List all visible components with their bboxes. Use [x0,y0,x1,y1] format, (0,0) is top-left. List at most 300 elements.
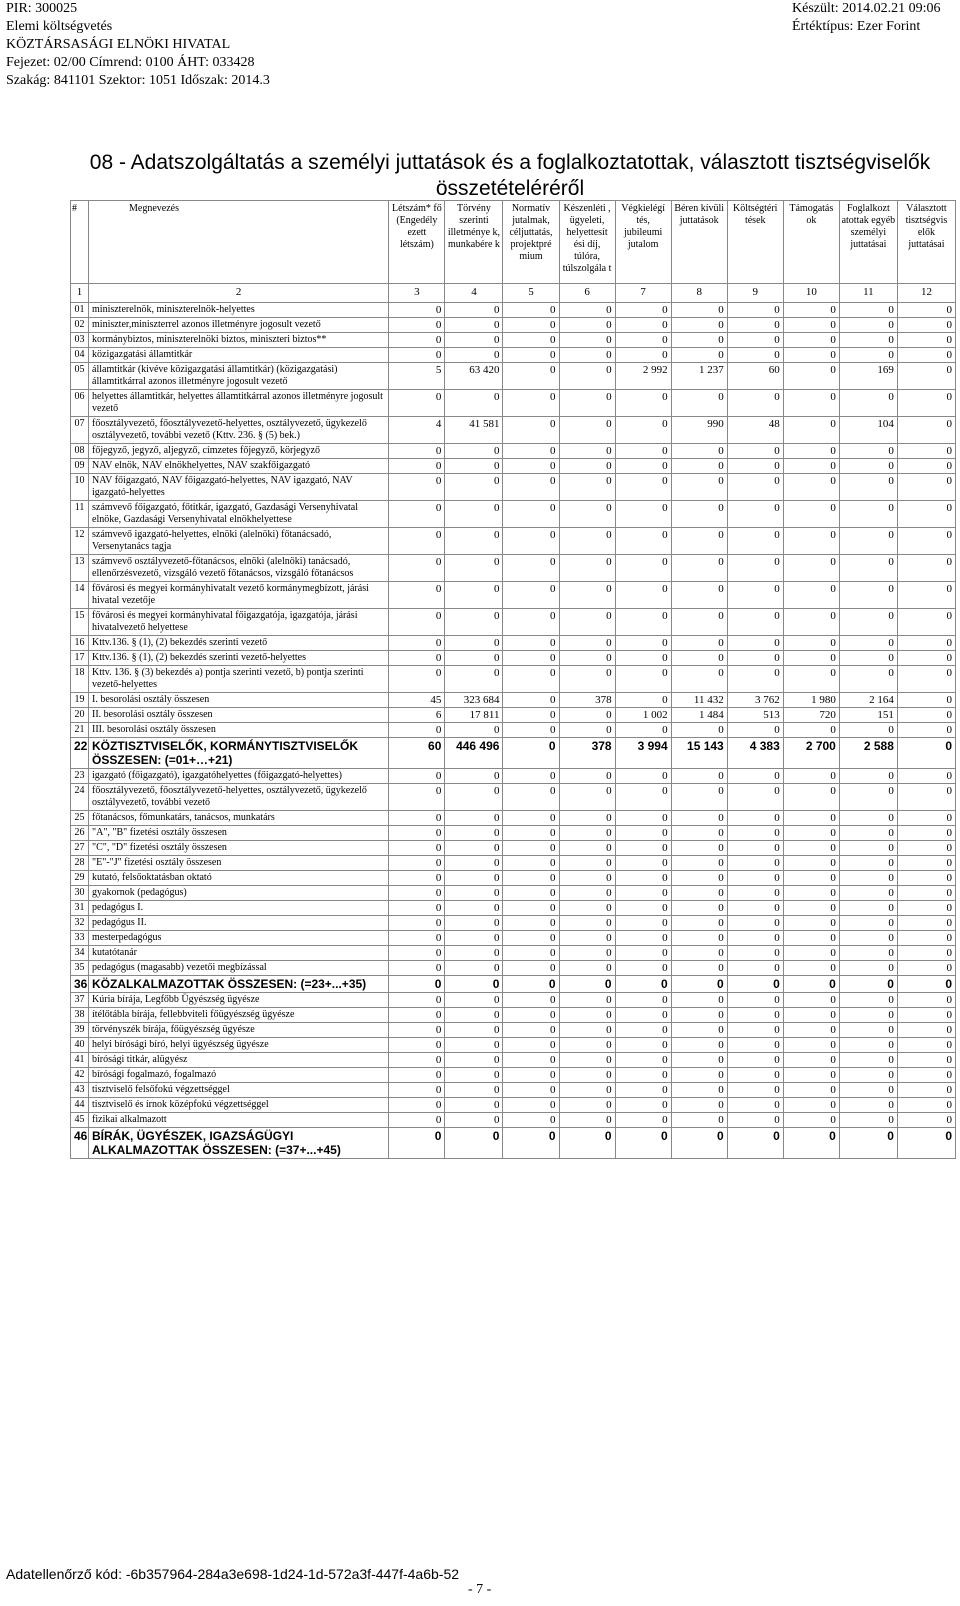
table-row [71,636,956,651]
cell-value: 0 [503,348,559,363]
table-row [71,303,956,318]
cell-value: 0 [389,318,445,333]
cell-value: 0 [727,1098,783,1113]
cell-value: 0 [389,651,445,666]
cell-value: 0 [839,916,897,931]
cell-value: 0 [389,931,445,946]
cell-value: 0 [389,303,445,318]
col-header-fringe: Béren kívüli juttatások [671,201,727,284]
cell-value: 0 [727,784,783,811]
cell-value: 0 [615,723,671,738]
row-label: főtanácsos, főmunkatárs, tanácsos, munkatárs [89,811,389,826]
cell-value: 0 [615,901,671,916]
cell-value: 0 [671,961,727,976]
cell-value: 0 [671,390,727,417]
checksum-code: Adatellenőrző kód: -6b357964-284a3e698-1d24-1d-572a3f-447f-4a6b-52 [6,1566,460,1582]
cell-value: 0 [445,636,503,651]
cell-value: 151 [839,708,897,723]
cell-value: 0 [559,946,615,961]
cell-value: 0 [897,856,955,871]
table-row [71,363,956,390]
row-label: KÖZTISZTVISELŐK, KORMÁNYTISZTVISELŐK ÖSSZESEN: (=01+…+21) [89,738,389,769]
row-label: igazgató (főigazgató), igazgatóhelyettes (főigazgató-helyettes) [89,769,389,784]
cell-value: 0 [445,651,503,666]
cell-value: 0 [445,871,503,886]
cell-value: 2 700 [783,738,839,769]
row-label: számvevő osztályvezető-főtanácsos, elnöki (alelnöki) tanácsadó, ellenőrzésvezető, vizsgáló vezető főtanácsos, vizsgáló főtanácsos [89,555,389,582]
row-label: Kúria bírája, Legfőbb Ügyészség ügyésze [89,993,389,1008]
cell-value: 0 [839,390,897,417]
table-body [71,303,956,1159]
cell-value: 0 [671,651,727,666]
cell-value: 0 [671,501,727,528]
cell-value: 0 [727,333,783,348]
table-row [71,528,956,555]
cell-value: 0 [671,459,727,474]
cell-value: 0 [671,318,727,333]
cell-value: 0 [783,1053,839,1068]
cell-value: 0 [445,841,503,856]
row-label: miniszter,miniszterrel azonos illetményre jogosult vezető [89,318,389,333]
cell-value: 17 811 [445,708,503,723]
cell-value: 0 [445,946,503,961]
cell-value: 0 [727,961,783,976]
cell-value: 0 [503,916,559,931]
cell-value: 0 [783,1083,839,1098]
cell-value: 0 [615,348,671,363]
cell-value: 0 [727,1128,783,1159]
row-label: Kttv.136. § (1), (2) bekezdés szerinti vezető [89,636,389,651]
cell-value: 0 [389,961,445,976]
table-row [71,976,956,993]
cell-value: 0 [615,1053,671,1068]
cell-value: 0 [445,993,503,1008]
cell-value: 48 [727,417,783,444]
cell-value: 41 581 [445,417,503,444]
cell-value: 0 [839,666,897,693]
cell-value: 0 [559,1038,615,1053]
cell-value: 0 [783,528,839,555]
cell-value: 0 [727,444,783,459]
table-row [71,1128,956,1159]
cell-value: 0 [897,1083,955,1098]
row-number: 09 [71,459,89,474]
row-label: NAV főigazgató, NAV főigazgató-helyettes, NAV igazgató, NAV igazgató-helyettes [89,474,389,501]
cell-value: 0 [389,333,445,348]
cell-value: 0 [503,1038,559,1053]
title-line-2: összetételéréről [435,177,585,200]
cell-value: 0 [503,501,559,528]
cell-value: 0 [445,609,503,636]
cell-value: 0 [445,961,503,976]
cell-value: 0 [671,993,727,1008]
cell-value: 0 [389,348,445,363]
cell-value: 0 [615,609,671,636]
cell-value: 0 [389,784,445,811]
table-row [71,769,956,784]
cell-value: 0 [727,459,783,474]
cell-value: 0 [503,976,559,993]
row-label: fővárosi és megyei kormányhivatal főigazgatója, igazgatója, járási hivatalvezető helyettese [89,609,389,636]
cell-value: 0 [559,582,615,609]
cell-value: 0 [727,931,783,946]
row-number: 13 [71,555,89,582]
cell-value: 0 [839,318,897,333]
table-row [71,474,956,501]
cell-value: 0 [671,1068,727,1083]
cell-value: 0 [783,459,839,474]
cell-value: 0 [503,666,559,693]
cell-value: 0 [783,871,839,886]
cell-value: 0 [897,582,955,609]
row-label: II. besorolási osztály összesen [89,708,389,723]
cell-value: 0 [615,303,671,318]
cell-value: 60 [389,738,445,769]
cell-value: 0 [839,784,897,811]
cell-value: 0 [559,784,615,811]
cell-value: 0 [897,1053,955,1068]
cell-value: 0 [503,931,559,946]
row-label: közigazgatási államtitkár [89,348,389,363]
cell-value: 0 [671,784,727,811]
cell-value: 0 [897,1068,955,1083]
cell-value: 0 [389,841,445,856]
cell-value: 0 [897,946,955,961]
cell-value: 0 [389,1083,445,1098]
cell-value: 0 [503,723,559,738]
cell-value: 0 [897,1128,955,1159]
cell-value: 0 [783,417,839,444]
cell-value: 0 [671,856,727,871]
cell-value: 0 [389,390,445,417]
cell-value: 0 [615,333,671,348]
cell-value: 0 [897,708,955,723]
cell-value: 0 [783,961,839,976]
cell-value: 0 [615,501,671,528]
cell-value: 0 [783,723,839,738]
cell-value: 0 [671,474,727,501]
table-row [71,1053,956,1068]
row-label: BÍRÁK, ÜGYÉSZEK, IGAZSÁGÜGYI ALKALMAZOTTAK ÖSSZESEN: (=37+...+45) [89,1128,389,1159]
cell-value: 0 [559,841,615,856]
cell-value: 0 [389,501,445,528]
cell-value: 0 [389,666,445,693]
cell-value: 0 [671,886,727,901]
cell-value: 0 [503,651,559,666]
row-number: 44 [71,1098,89,1113]
cell-value: 0 [389,459,445,474]
cell-value: 0 [671,946,727,961]
row-label: pedagógus I. [89,901,389,916]
cell-value: 0 [503,636,559,651]
row-number: 33 [71,931,89,946]
cell-value: 0 [839,636,897,651]
cell-value: 0 [615,769,671,784]
row-number: 21 [71,723,89,738]
row-number: 29 [71,871,89,886]
cell-value: 0 [839,1038,897,1053]
cell-value: 0 [615,1128,671,1159]
cell-value: 0 [445,582,503,609]
cell-value: 0 [727,348,783,363]
cell-value: 0 [897,555,955,582]
row-label: kormánybiztos, miniszterelnöki biztos, miniszteri biztos** [89,333,389,348]
row-number: 12 [71,528,89,555]
table-row [71,811,956,826]
cell-value: 0 [783,1023,839,1038]
table-row [71,784,956,811]
sector-line: Szakág: 841101 Szektor: 1051 Időszak: 2014.3 [6,73,270,88]
cell-value: 0 [503,961,559,976]
cell-value: 0 [503,555,559,582]
cell-value: 0 [559,1068,615,1083]
cell-value: 0 [897,1038,955,1053]
cell-value: 0 [559,651,615,666]
cell-value: 0 [897,363,955,390]
table-row [71,555,956,582]
cell-value: 0 [615,916,671,931]
cell-value: 0 [445,390,503,417]
cell-value: 0 [503,417,559,444]
cell-value: 0 [559,1113,615,1128]
row-label: "E"-"J" fizetési osztály összesen [89,856,389,871]
value-type-line: Értéktípus: Ezer Forint [792,19,921,34]
table-row [71,444,956,459]
cell-value: 0 [503,1008,559,1023]
cell-value: 0 [615,528,671,555]
cell-value: 0 [839,1128,897,1159]
cell-value: 0 [783,1113,839,1128]
cell-value: 0 [559,856,615,871]
row-number: 37 [71,993,89,1008]
row-number: 10 [71,474,89,501]
table-row [71,1098,956,1113]
cell-value: 0 [389,723,445,738]
row-label: bírósági fogalmazó, fogalmazó [89,1068,389,1083]
cell-value: 0 [783,303,839,318]
table-row [71,916,956,931]
cell-value: 0 [445,333,503,348]
cell-value: 0 [897,318,955,333]
cell-value: 0 [897,961,955,976]
cell-value: 0 [671,871,727,886]
row-label: I. besorolási osztály összesen [89,693,389,708]
row-number: 24 [71,784,89,811]
cell-value: 0 [503,841,559,856]
table-row [71,1008,956,1023]
cell-value: 0 [503,871,559,886]
table-row [71,1083,956,1098]
cell-value: 0 [671,636,727,651]
cell-value: 0 [671,841,727,856]
col-number: 4 [445,284,503,303]
cell-value: 0 [671,901,727,916]
cell-value: 0 [615,1083,671,1098]
cell-value: 0 [839,474,897,501]
cell-value: 0 [615,841,671,856]
cell-value: 3 994 [615,738,671,769]
header-row [71,201,956,284]
cell-value: 0 [839,723,897,738]
cell-value: 0 [671,1083,727,1098]
row-number: 35 [71,961,89,976]
cell-value: 0 [559,1098,615,1113]
cell-value: 0 [727,946,783,961]
cell-value: 0 [503,993,559,1008]
cell-value: 0 [615,636,671,651]
cell-value: 0 [839,582,897,609]
cell-value: 0 [503,856,559,871]
cell-value: 0 [783,501,839,528]
cell-value: 0 [783,333,839,348]
cell-value: 0 [389,901,445,916]
cell-value: 0 [671,333,727,348]
cell-value: 0 [503,886,559,901]
table-row [71,1068,956,1083]
created-line: Készült: 2014.02.21 09:06 [792,1,941,16]
table-row [71,901,956,916]
cell-value: 0 [559,390,615,417]
cell-value: 0 [445,723,503,738]
cell-value: 0 [727,1023,783,1038]
cell-value: 0 [445,666,503,693]
row-label: főosztályvezető, főosztályvezető-helyettes, osztályvezető, ügykezelő osztályvezető, további vezető (Kttv. 236. § (5) bek.) [89,417,389,444]
cell-value: 0 [615,886,671,901]
cell-value: 0 [559,993,615,1008]
cell-value: 0 [445,931,503,946]
cell-value: 0 [783,784,839,811]
row-number: 23 [71,769,89,784]
row-number: 02 [71,318,89,333]
cell-value: 0 [445,348,503,363]
cell-value: 0 [559,1053,615,1068]
cell-value: 0 [503,318,559,333]
cell-value: 0 [503,901,559,916]
cell-value: 0 [783,636,839,651]
cell-value: 1 980 [783,693,839,708]
cell-value: 0 [727,886,783,901]
cell-value: 0 [445,826,503,841]
col-number: 9 [727,284,783,303]
cell-value: 0 [839,841,897,856]
cell-value: 0 [615,1113,671,1128]
row-number: 31 [71,901,89,916]
row-number: 38 [71,1008,89,1023]
row-number: 34 [71,946,89,961]
cell-value: 0 [559,348,615,363]
cell-value: 0 [559,901,615,916]
cell-value: 0 [559,318,615,333]
cell-value: 0 [559,1128,615,1159]
personnel-table [70,200,956,1159]
cell-value: 0 [839,333,897,348]
cell-value: 0 [671,582,727,609]
cell-value: 0 [559,723,615,738]
col-header-support: Támogatás ok [783,201,839,284]
cell-value: 0 [671,1053,727,1068]
cell-value: 0 [783,609,839,636]
cell-value: 11 432 [671,693,727,708]
cell-value: 0 [559,363,615,390]
cell-value: 0 [727,501,783,528]
cell-value: 0 [897,444,955,459]
cell-value: 0 [783,666,839,693]
cell-value: 0 [503,738,559,769]
cell-value: 0 [615,946,671,961]
row-number: 32 [71,916,89,931]
cell-value: 0 [559,1008,615,1023]
table-row [71,1023,956,1038]
cell-value: 0 [897,501,955,528]
col-number: 8 [671,284,727,303]
cell-value: 0 [783,1068,839,1083]
cell-value: 0 [503,1068,559,1083]
cell-value: 0 [897,693,955,708]
row-number: 46 [71,1128,89,1159]
row-label: III. besorolási osztály összesen [89,723,389,738]
cell-value: 0 [389,474,445,501]
cell-value: 0 [389,1068,445,1083]
cell-value: 0 [615,784,671,811]
cell-value: 2 992 [615,363,671,390]
cell-value: 0 [445,886,503,901]
cell-value: 0 [783,856,839,871]
cell-value: 0 [727,723,783,738]
row-number: 40 [71,1038,89,1053]
table-row [71,459,956,474]
cell-value: 0 [503,528,559,555]
cell-value: 0 [671,976,727,993]
row-label: KÖZALKALMAZOTTAK ÖSSZESEN: (=23+...+35) [89,976,389,993]
cell-value: 0 [727,555,783,582]
cell-value: 0 [783,976,839,993]
cell-value: 0 [783,931,839,946]
page-number: - 7 - [468,1582,492,1597]
row-label: bírósági titkár, alügyész [89,1053,389,1068]
cell-value: 0 [615,459,671,474]
cell-value: 0 [783,826,839,841]
table-row [71,318,956,333]
cell-value: 0 [445,856,503,871]
cell-value: 0 [727,582,783,609]
cell-value: 0 [503,1098,559,1113]
cell-value: 0 [897,651,955,666]
cell-value: 0 [503,1023,559,1038]
row-number: 20 [71,708,89,723]
cell-value: 0 [839,528,897,555]
row-number: 27 [71,841,89,856]
row-label: NAV elnök, NAV elnökhelyettes, NAV szakfőigazgató [89,459,389,474]
cell-value: 0 [445,1053,503,1068]
cell-value: 0 [783,555,839,582]
col-number: 1 [71,284,89,303]
table-row [71,333,956,348]
cell-value: 0 [783,769,839,784]
cell-value: 0 [727,841,783,856]
cell-value: 0 [783,1128,839,1159]
cell-value: 0 [389,856,445,871]
cell-value: 0 [897,723,955,738]
row-label: fizikai alkalmazott [89,1113,389,1128]
cell-value: 446 496 [445,738,503,769]
row-label: számvevő igazgató-helyettes, elnöki (alelnöki) főtanácsadó, Versenytanács tagja [89,528,389,555]
cell-value: 0 [897,784,955,811]
cell-value: 0 [615,444,671,459]
row-number: 01 [71,303,89,318]
row-label: helyettes államtitkár, helyettes államtitkárral azonos illetményre jogosult vezető [89,390,389,417]
cell-value: 0 [559,444,615,459]
cell-value: 0 [445,459,503,474]
